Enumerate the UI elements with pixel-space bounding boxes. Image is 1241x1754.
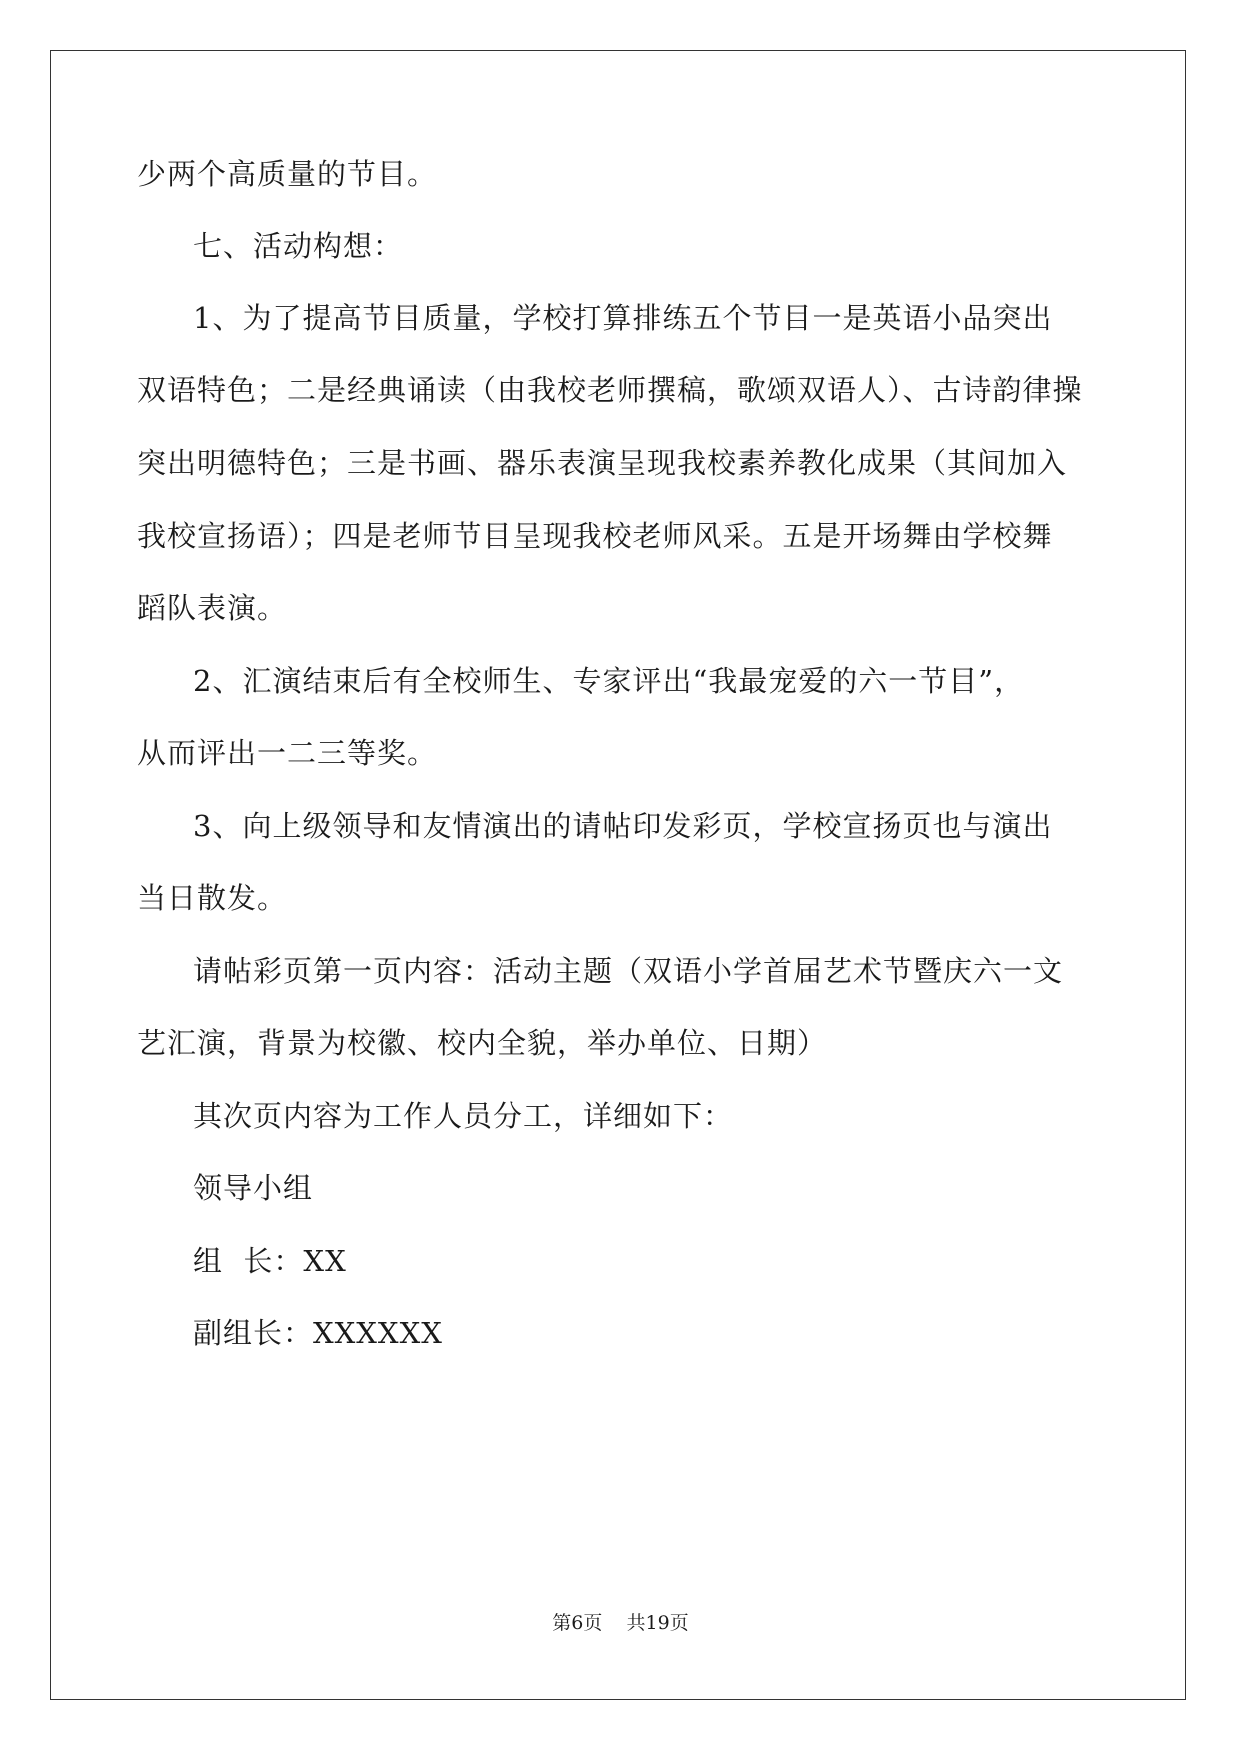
- page-prefix: 第: [552, 1612, 572, 1634]
- text-line: 突出明德特色；三是书画、器乐表演呈现我校素养教化成果（其间加入: [137, 446, 1068, 480]
- total-pages: 19: [645, 1612, 670, 1634]
- text-line: 请帖彩页第一页内容：活动主题（双语小学首届艺术节暨庆六一文: [193, 954, 1064, 988]
- total-prefix: 共: [626, 1612, 646, 1634]
- total-suffix: 页: [669, 1612, 689, 1634]
- text-line: 领导小组: [193, 1171, 314, 1205]
- text-line: 蹈队表演。: [137, 591, 288, 625]
- text-line: 少两个高质量的节目。: [137, 157, 438, 191]
- text-line: 艺汇演，背景为校徽、校内全貌，举办单位、日期）: [137, 1026, 828, 1060]
- text-line: 从而评出一二三等奖。: [137, 736, 438, 770]
- page-suffix: 页: [583, 1612, 603, 1634]
- text-line: 2、汇演结束后有全校师生、专家评出“我最宠爱的六一节目”，: [193, 664, 1025, 698]
- text-line: 其次页内容为工作人员分工，详细如下：: [193, 1099, 734, 1133]
- text-line: 1、为了提高节目质量，学校打算排练五个节目一是英语小品突出: [193, 301, 1053, 335]
- text-line: 双语特色；二是经典诵读（由我校老师撰稿，歌颂双语人）、古诗韵律操: [137, 373, 1083, 407]
- text-line: 副组长：XXXXXX: [193, 1316, 443, 1350]
- text-line: 当日散发。: [137, 881, 288, 915]
- page-number: 6: [571, 1612, 584, 1634]
- text-line: 组 长：XX: [193, 1244, 347, 1278]
- text-line: 七、活动构想：: [193, 229, 404, 263]
- text-line: 我校宣扬语）；四是老师节目呈现我校老师风采。五是开场舞由学校舞: [137, 519, 1053, 553]
- page-footer: [0, 1608, 1241, 1635]
- text-line: 3、向上级领导和友情演出的请帖印发彩页，学校宣扬页也与演出: [193, 809, 1053, 843]
